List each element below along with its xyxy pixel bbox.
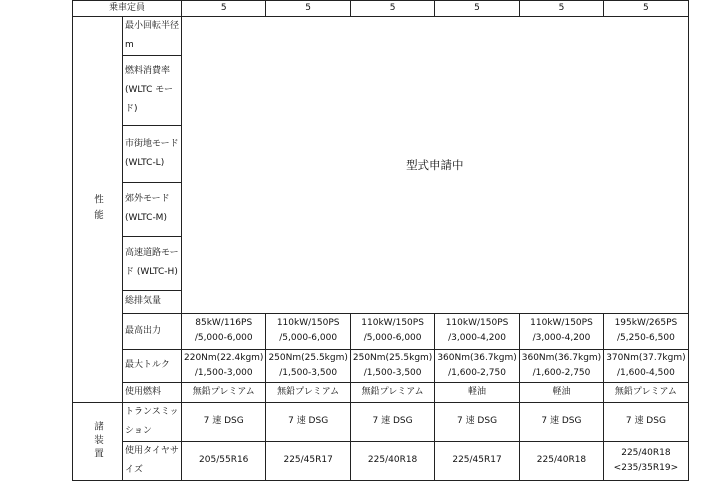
displacement-label: 総排気量 xyxy=(123,290,182,313)
fuel-type-value: 無鉛プレミアム xyxy=(266,382,350,402)
fuel-type-label: 使用燃料 xyxy=(123,382,182,402)
max-torque-row xyxy=(73,349,689,382)
fuel-type-value: 無鉛プレミアム xyxy=(604,382,688,402)
min-turning-radius-row xyxy=(73,16,689,55)
max-output-value: 110kW/150PS /3,000-4,200 xyxy=(519,313,603,349)
transmission-label: トランスミッション xyxy=(123,402,182,441)
max-torque-value: 370Nm(37.7kgm) /1,600-4,500 xyxy=(604,349,688,382)
tire-size-value: 225/40R18 xyxy=(350,441,434,480)
fuel-type-value: 軽油 xyxy=(435,382,519,402)
fuel-type-value: 無鉛プレミアム xyxy=(350,382,434,402)
seating-capacity-value: 5 xyxy=(350,0,434,16)
max-torque-value: 250Nm(25.5kgm) /1,500-3,500 xyxy=(266,349,350,382)
seating-capacity-value: 5 xyxy=(182,0,266,16)
transmission-value: 7 速 DSG xyxy=(519,402,603,441)
min-turning-radius-label: 最小回転半径 m xyxy=(123,16,182,55)
max-output-label: 最高出力 xyxy=(123,313,182,349)
seating-capacity-value: 5 xyxy=(519,0,603,16)
fuel-type-value: 無鉛プレミアム xyxy=(182,382,266,402)
fuel-type-row xyxy=(73,382,689,402)
suburban-mode-label: 郊外モード (WLTC-M) xyxy=(123,182,182,236)
max-output-value: 110kW/150PS /3,000-4,200 xyxy=(435,313,519,349)
highway-mode-label: 高速道路モード (WLTC-H) xyxy=(123,236,182,290)
tire-size-value: 205/55R16 xyxy=(182,441,266,480)
seating-capacity-value: 5 xyxy=(604,0,688,16)
tire-size-value: 225/40R18 xyxy=(519,441,603,480)
spec-table xyxy=(72,0,689,481)
tire-size-value: 225/40R18 <235/35R19> xyxy=(604,441,688,480)
fuel-type-value: 軽油 xyxy=(519,382,603,402)
seating-capacity-label: 乗車定員 xyxy=(73,0,182,16)
max-output-value: 110kW/150PS /5,000-6,000 xyxy=(350,313,434,349)
tire-size-value: 225/45R17 xyxy=(435,441,519,480)
max-torque-value: 360Nm(36.7kgm) /1,600-2,750 xyxy=(519,349,603,382)
max-torque-label: 最大トルク xyxy=(123,349,182,382)
tire-size-value: 225/45R17 xyxy=(266,441,350,480)
city-mode-label: 市街地モード (WLTC-L) xyxy=(123,125,182,182)
max-torque-value: 250Nm(25.5kgm) /1,500-3,500 xyxy=(350,349,434,382)
max-torque-value: 360Nm(36.7kgm) /1,600-2,750 xyxy=(435,349,519,382)
transmission-value: 7 速 DSG xyxy=(350,402,434,441)
max-torque-value: 220Nm(22.4kgm) /1,500-3,000 xyxy=(182,349,266,382)
transmission-value: 7 速 DSG xyxy=(604,402,688,441)
seating-capacity-row xyxy=(73,0,689,16)
seating-capacity-value: 5 xyxy=(435,0,519,16)
transmission-value: 7 速 DSG xyxy=(182,402,266,441)
max-output-value: 85kW/116PS /5,000-6,000 xyxy=(182,313,266,349)
tire-size-row xyxy=(73,441,689,480)
transmission-value: 7 速 DSG xyxy=(435,402,519,441)
max-output-value: 110kW/150PS /5,000-6,000 xyxy=(266,313,350,349)
max-output-value: 195kW/265PS /5,250-6,500 xyxy=(604,313,688,349)
transmission-value: 7 速 DSG xyxy=(266,402,350,441)
transmission-row xyxy=(73,402,689,441)
fuel-consumption-label: 燃料消費率 (WLTC モード) xyxy=(123,55,182,125)
max-output-row xyxy=(73,313,689,349)
tire-size-label: 使用タイヤサイズ xyxy=(123,441,182,480)
specs-section-label: 諸装置 xyxy=(73,402,123,480)
seating-capacity-value: 5 xyxy=(266,0,350,16)
performance-section-label: 性能 xyxy=(73,16,123,402)
pending-note: 型式申請中 xyxy=(182,16,689,313)
